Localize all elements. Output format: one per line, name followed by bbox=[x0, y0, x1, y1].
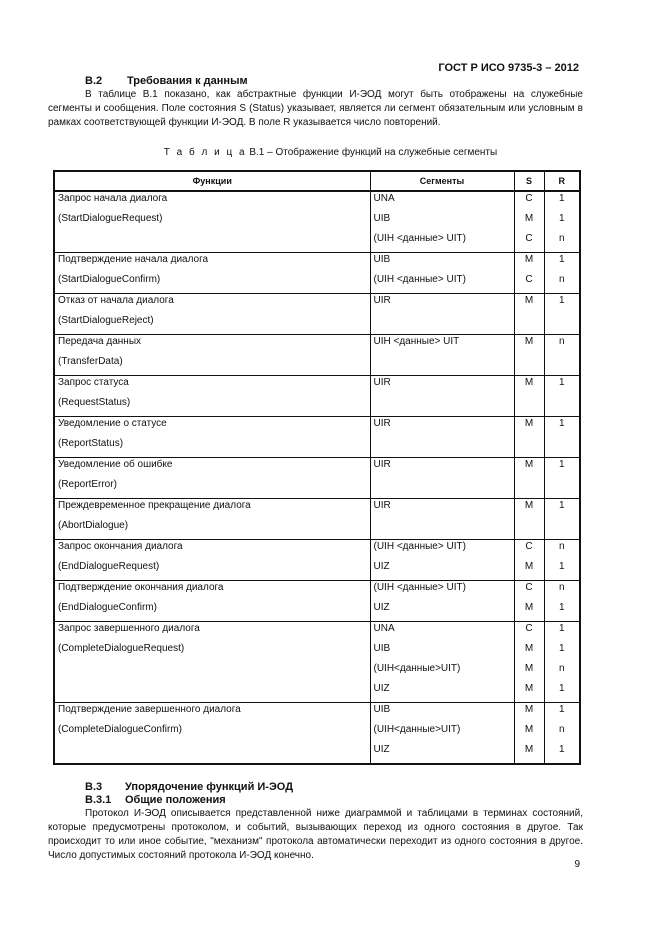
repetition-cell bbox=[544, 294, 580, 335]
function-cell bbox=[54, 622, 370, 703]
status-cell-line: C bbox=[525, 623, 533, 634]
repetition-cell-line: 1 bbox=[558, 623, 565, 634]
segment-cell-line: UIR bbox=[373, 377, 391, 388]
status-cell-line: M bbox=[524, 744, 534, 755]
repetition-cell bbox=[544, 191, 580, 253]
function-cell-line: (StartDialogueRequest) bbox=[58, 213, 163, 224]
segment-cell-line: UIR bbox=[373, 418, 391, 429]
status-cell-line: M bbox=[524, 724, 534, 735]
repetition-cell-line: 1 bbox=[558, 500, 565, 511]
column-header-r: R bbox=[544, 171, 580, 191]
section-b2-paragraph: В таблице B.1 показано, как абстрактные функции И-ЭОД могут быть отображены на служебные сегменты и сообщения. Поле состояния S (Status) указывает, является ли сегмент обязательным или условным в рамках соответствующей функции И-ЭОД. В поле R указывается число повторений. bbox=[48, 89, 583, 128]
segment-cell-line: UIB bbox=[373, 213, 391, 224]
status-cell bbox=[514, 191, 544, 253]
status-cell bbox=[514, 540, 544, 581]
function-cell bbox=[54, 458, 370, 499]
repetition-cell bbox=[544, 540, 580, 581]
status-cell-line: M bbox=[524, 418, 534, 429]
section-b31-title: Общие положения bbox=[125, 794, 226, 806]
section-b31-number: B.3.1 bbox=[85, 794, 112, 806]
status-cell bbox=[514, 417, 544, 458]
segment-cell bbox=[370, 191, 514, 253]
table-row bbox=[54, 376, 580, 417]
status-cell-line: C bbox=[525, 193, 533, 204]
function-cell-line: (StartDialogueConfirm) bbox=[58, 274, 161, 285]
segment-cell bbox=[370, 376, 514, 417]
function-cell-line: Запрос завершенного диалога bbox=[58, 623, 200, 634]
table-row bbox=[54, 540, 580, 581]
section-b31-heading bbox=[85, 794, 226, 806]
function-cell-line: Подтверждение начала диалога bbox=[58, 254, 209, 265]
segment-cell bbox=[370, 335, 514, 376]
section-b2-title: Требования к данным bbox=[127, 75, 248, 87]
section-b3-title: Упорядочение функций И-ЭОД bbox=[125, 781, 294, 793]
table-row bbox=[54, 581, 580, 622]
function-cell bbox=[54, 540, 370, 581]
status-cell-line: M bbox=[524, 602, 534, 613]
function-cell bbox=[54, 191, 370, 253]
function-cell-line: (RequestStatus) bbox=[58, 397, 131, 408]
segment-cell-line: UIB bbox=[373, 254, 391, 265]
function-cell-line: (EndDialogueConfirm) bbox=[58, 602, 157, 613]
table-row bbox=[54, 703, 580, 765]
function-cell-line: (EndDialogueRequest) bbox=[58, 561, 160, 572]
status-cell bbox=[514, 335, 544, 376]
table-row bbox=[54, 253, 580, 294]
segment-cell-line: UIB bbox=[373, 704, 391, 715]
repetition-cell-line: n bbox=[558, 724, 565, 735]
segment-cell-line: UIH <данные> UIT bbox=[373, 336, 460, 347]
status-cell-line: M bbox=[524, 459, 534, 470]
function-cell-line: Подтверждение окончания диалога bbox=[58, 582, 224, 593]
status-cell-line: C bbox=[525, 541, 533, 552]
function-cell-line: Подтверждение завершенного диалога bbox=[58, 704, 241, 715]
segment-cell-line: UIR bbox=[373, 459, 391, 470]
status-cell-line: M bbox=[524, 643, 534, 654]
status-cell bbox=[514, 458, 544, 499]
function-cell bbox=[54, 253, 370, 294]
segment-cell-line: UIZ bbox=[373, 744, 390, 755]
section-b3-number: B.3 bbox=[85, 781, 103, 793]
repetition-cell bbox=[544, 253, 580, 294]
table-caption-text: В.1 – Отображение функций на служебные сегменты bbox=[249, 147, 498, 158]
function-cell-line: Передача данных bbox=[58, 336, 142, 347]
status-cell-line: M bbox=[524, 500, 534, 511]
status-cell-line: M bbox=[524, 377, 534, 388]
function-cell-line: Запрос статуса bbox=[58, 377, 129, 388]
repetition-cell-line: n bbox=[558, 233, 565, 244]
table-row bbox=[54, 458, 580, 499]
function-cell bbox=[54, 335, 370, 376]
status-cell-line: C bbox=[525, 233, 533, 244]
segment-cell bbox=[370, 253, 514, 294]
status-cell-line: M bbox=[524, 663, 534, 674]
status-cell bbox=[514, 622, 544, 703]
status-cell-line: M bbox=[524, 295, 534, 306]
segment-cell-line: (UIH <данные> UIT) bbox=[373, 541, 466, 552]
function-cell-line: Уведомление об ошибке bbox=[58, 459, 173, 470]
function-cell bbox=[54, 376, 370, 417]
repetition-cell-line: 1 bbox=[558, 683, 565, 694]
segment-cell bbox=[370, 294, 514, 335]
segment-cell bbox=[370, 703, 514, 765]
status-cell-line: M bbox=[524, 704, 534, 715]
repetition-cell bbox=[544, 703, 580, 765]
segment-cell-line: (UIH <данные> UIT) bbox=[373, 233, 466, 244]
status-cell bbox=[514, 253, 544, 294]
function-cell-line: (CompleteDialogueConfirm) bbox=[58, 724, 182, 735]
repetition-cell-line: 1 bbox=[558, 295, 565, 306]
segment-cell bbox=[370, 499, 514, 540]
table-row bbox=[54, 622, 580, 703]
repetition-cell bbox=[544, 458, 580, 499]
function-cell bbox=[54, 294, 370, 335]
segment-cell-line: UIZ bbox=[373, 602, 390, 613]
repetition-cell-line: n bbox=[558, 582, 565, 593]
segment-cell bbox=[370, 417, 514, 458]
document-standard-header: ГОСТ Р ИСО 9735-3 – 2012 bbox=[438, 62, 579, 74]
table-row bbox=[54, 417, 580, 458]
repetition-cell-line: 1 bbox=[558, 254, 565, 265]
page-number: 9 bbox=[574, 859, 580, 870]
table-row bbox=[54, 335, 580, 376]
function-cell-line: Запрос окончания диалога bbox=[58, 541, 183, 552]
status-cell-line: C bbox=[525, 274, 533, 285]
function-cell bbox=[54, 417, 370, 458]
repetition-cell-line: 1 bbox=[558, 418, 565, 429]
segment-cell bbox=[370, 581, 514, 622]
repetition-cell-line: 1 bbox=[558, 643, 565, 654]
segment-cell bbox=[370, 458, 514, 499]
repetition-cell bbox=[544, 622, 580, 703]
table-row bbox=[54, 499, 580, 540]
function-cell bbox=[54, 703, 370, 765]
segment-cell-line: UNA bbox=[373, 623, 395, 634]
table-row bbox=[54, 191, 580, 253]
segment-cell-line: (UIH<данные>UIT) bbox=[373, 724, 461, 735]
repetition-cell-line: n bbox=[558, 663, 565, 674]
segment-cell-line: UIB bbox=[373, 643, 391, 654]
column-header-segments: Сегменты bbox=[370, 171, 514, 191]
segment-cell bbox=[370, 622, 514, 703]
segment-cell-line: (UIH <данные> UIT) bbox=[373, 582, 466, 593]
repetition-cell bbox=[544, 376, 580, 417]
status-cell bbox=[514, 703, 544, 765]
repetition-cell-line: 1 bbox=[558, 561, 565, 572]
repetition-cell-line: n bbox=[558, 336, 565, 347]
status-cell-line: M bbox=[524, 254, 534, 265]
repetition-cell bbox=[544, 417, 580, 458]
status-cell bbox=[514, 294, 544, 335]
segment-cell-line: UIR bbox=[373, 295, 391, 306]
function-cell-line: Запрос начала диалога bbox=[58, 193, 168, 204]
status-cell-line: C bbox=[525, 582, 533, 593]
repetition-cell-line: 1 bbox=[558, 213, 565, 224]
section-b2-number: B.2 bbox=[85, 75, 103, 87]
function-cell-line: (ReportStatus) bbox=[58, 438, 124, 449]
segment-cell-line: UNA bbox=[373, 193, 395, 204]
table-header-row bbox=[54, 171, 580, 191]
status-cell-line: M bbox=[524, 213, 534, 224]
repetition-cell-line: 1 bbox=[558, 193, 565, 204]
segment-cell-line: (UIH<данные>UIT) bbox=[373, 663, 461, 674]
function-cell-line: Уведомление о статусе bbox=[58, 418, 167, 429]
segment-cell-line: UIZ bbox=[373, 683, 390, 694]
table-row bbox=[54, 294, 580, 335]
repetition-cell bbox=[544, 335, 580, 376]
column-header-s: S bbox=[514, 171, 544, 191]
repetition-cell-line: 1 bbox=[558, 704, 565, 715]
function-cell-line: (TransferData) bbox=[58, 356, 123, 367]
status-cell-line: M bbox=[524, 561, 534, 572]
repetition-cell-line: 1 bbox=[558, 377, 565, 388]
segment-cell bbox=[370, 540, 514, 581]
column-header-functions: Функции bbox=[54, 171, 370, 191]
section-b2-heading bbox=[85, 75, 248, 87]
repetition-cell bbox=[544, 581, 580, 622]
function-cell-line: (AbortDialogue) bbox=[58, 520, 129, 531]
function-cell bbox=[54, 499, 370, 540]
segment-cell-line: UIZ bbox=[373, 561, 390, 572]
repetition-cell bbox=[544, 499, 580, 540]
function-cell-line: Преждевременное прекращение диалога bbox=[58, 500, 251, 511]
table-caption bbox=[0, 147, 661, 158]
function-cell-line: (StartDialogueReject) bbox=[58, 315, 154, 326]
status-cell bbox=[514, 376, 544, 417]
repetition-cell-line: 1 bbox=[558, 744, 565, 755]
table-caption-prefix: Т а б л и ц а bbox=[163, 147, 247, 158]
status-cell-line: M bbox=[524, 336, 534, 347]
status-cell bbox=[514, 499, 544, 540]
repetition-cell-line: n bbox=[558, 274, 565, 285]
repetition-cell-line: 1 bbox=[558, 459, 565, 470]
section-b31-paragraph: Протокол И-ЭОД описывается представленной ниже диаграммой и таблицами в терминах состояний, которые предусмотрены протоколом, и событий, вызывающих переход из одного состояния в другое. Так происходит то или иное событие, "механизм" протокола автоматически переходит из одного состояния в другое. Число допустимых состояний протокола И-ЭОД конечно. bbox=[48, 808, 583, 861]
section-b3-heading bbox=[85, 781, 293, 793]
function-cell-line: (ReportError) bbox=[58, 479, 117, 490]
function-cell-line: Отказ от начала диалога bbox=[58, 295, 174, 306]
repetition-cell-line: n bbox=[558, 541, 565, 552]
repetition-cell-line: 1 bbox=[558, 602, 565, 613]
status-cell bbox=[514, 581, 544, 622]
segment-cell-line: (UIH <данные> UIT) bbox=[373, 274, 466, 285]
function-cell-line: (CompleteDialogueRequest) bbox=[58, 643, 185, 654]
function-cell bbox=[54, 581, 370, 622]
functions-segments-table bbox=[53, 170, 581, 765]
status-cell-line: M bbox=[524, 683, 534, 694]
segment-cell-line: UIR bbox=[373, 500, 391, 511]
